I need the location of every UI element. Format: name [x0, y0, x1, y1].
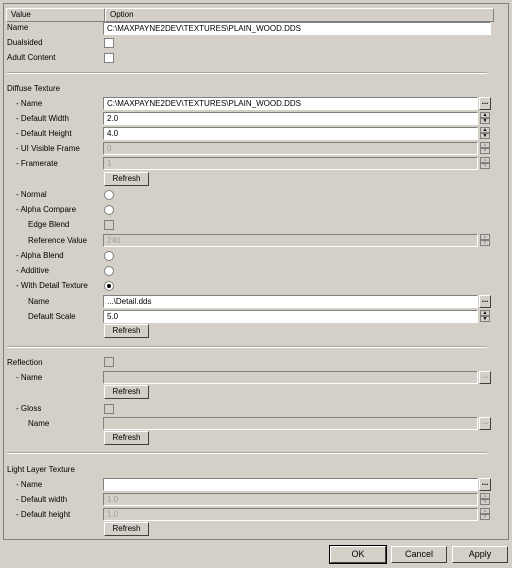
value-column-header[interactable]: Value: [6, 8, 105, 22]
light-browse-button[interactable]: ...: [479, 478, 491, 491]
detail-texture-label: - With Detail Texture: [16, 281, 88, 290]
detail-browse-button[interactable]: ...: [479, 295, 491, 308]
light-default-height-field: 1.0: [103, 508, 478, 521]
reflection-heading: Reflection: [7, 358, 43, 367]
detail-texture-radio[interactable]: [104, 281, 114, 291]
light-name-label: - Name: [16, 480, 43, 489]
ui-visible-frame-spinner: ▲ ▼: [480, 142, 490, 155]
default-width-label: - Default Width: [16, 114, 69, 123]
adult-content-label: Adult Content: [7, 53, 56, 62]
detail-refresh-button[interactable]: Refresh: [104, 324, 149, 338]
additive-label: - Additive: [16, 266, 49, 275]
edge-blend-label: Edge Blend: [28, 220, 70, 229]
normal-label: - Normal: [16, 190, 47, 199]
light-default-height-label: - Default height: [16, 510, 71, 519]
light-refresh-button[interactable]: Refresh: [104, 522, 149, 536]
default-height-label: - Default Height: [16, 129, 72, 138]
light-default-width-spinner: ▲ ▼: [480, 493, 490, 506]
alpha-compare-label: - Alpha Compare: [16, 205, 77, 214]
framerate-label: - Framerate: [16, 159, 58, 168]
default-width-field[interactable]: 2.0: [103, 112, 478, 125]
option-column-header[interactable]: Option: [105, 8, 494, 22]
divider: [7, 452, 487, 454]
detail-name-label: Name: [28, 297, 50, 306]
framerate-spinner: ▲ ▼: [480, 157, 490, 170]
framerate-field: 1: [103, 157, 478, 170]
cancel-button[interactable]: Cancel: [391, 546, 447, 563]
reflection-refresh-button[interactable]: Refresh: [104, 385, 149, 399]
reflection-name-field: [103, 371, 478, 384]
ok-button[interactable]: OK: [330, 546, 386, 563]
gloss-label: - Gloss: [16, 404, 42, 413]
adult-content-checkbox[interactable]: [104, 53, 114, 63]
default-scale-label: Default Scale: [28, 312, 76, 321]
material-properties-panel: [3, 3, 509, 540]
diffuse-texture-heading: Diffuse Texture: [7, 84, 61, 93]
diffuse-name-label: - Name: [16, 99, 43, 108]
reference-value-label: Reference Value: [28, 236, 87, 245]
detail-name-field[interactable]: ...\Detail.dds: [103, 295, 478, 308]
gloss-refresh-button[interactable]: Refresh: [104, 431, 149, 445]
divider: [7, 72, 487, 74]
reference-value-spinner: ▲ ▼: [480, 234, 490, 247]
dualsided-label: Dualsided: [7, 38, 43, 47]
diffuse-browse-button[interactable]: ...: [479, 97, 491, 110]
light-default-width-field: 1.0: [103, 493, 478, 506]
light-layer-heading: Light Layer Texture: [7, 465, 75, 474]
gloss-name-field: [103, 417, 478, 430]
default-scale-field[interactable]: 5.0: [103, 310, 478, 323]
alpha-compare-radio[interactable]: [104, 205, 114, 215]
name-field[interactable]: C:\MAXPAYNE2DEV\TEXTURES\PLAIN_WOOD.DDS: [103, 22, 491, 35]
gloss-name-label: Name: [28, 419, 50, 428]
normal-radio[interactable]: [104, 190, 114, 200]
additive-radio[interactable]: [104, 266, 114, 276]
dualsided-checkbox[interactable]: [104, 38, 114, 48]
default-width-spinner[interactable]: ▲ ▼: [480, 112, 490, 125]
ui-visible-frame-label: - UI Visible Frame: [16, 144, 80, 153]
gloss-browse-button: ...: [479, 417, 491, 430]
alpha-blend-radio[interactable]: [104, 251, 114, 261]
apply-button[interactable]: Apply: [452, 546, 508, 563]
gloss-checkbox: [104, 404, 114, 414]
reflection-browse-button: ...: [479, 371, 491, 384]
reflection-name-label: - Name: [16, 373, 43, 382]
edge-blend-checkbox: [104, 220, 114, 230]
default-height-spinner[interactable]: ▲ ▼: [480, 127, 490, 140]
ui-visible-frame-field: 0: [103, 142, 478, 155]
default-height-field[interactable]: 4.0: [103, 127, 478, 140]
reflection-checkbox: [104, 357, 114, 367]
alpha-blend-label: - Alpha Blend: [16, 251, 64, 260]
light-default-width-label: - Default width: [16, 495, 68, 504]
reference-value-field: 240: [103, 234, 478, 247]
light-default-height-spinner: ▲ ▼: [480, 508, 490, 521]
light-name-field[interactable]: [103, 478, 478, 491]
diffuse-name-field[interactable]: C:\MAXPAYNE2DEV\TEXTURES\PLAIN_WOOD.DDS: [103, 97, 478, 110]
default-scale-spinner[interactable]: ▲ ▼: [480, 310, 490, 323]
name-label: Name: [7, 23, 29, 32]
diffuse-refresh-button[interactable]: Refresh: [104, 172, 149, 186]
divider: [7, 346, 487, 348]
